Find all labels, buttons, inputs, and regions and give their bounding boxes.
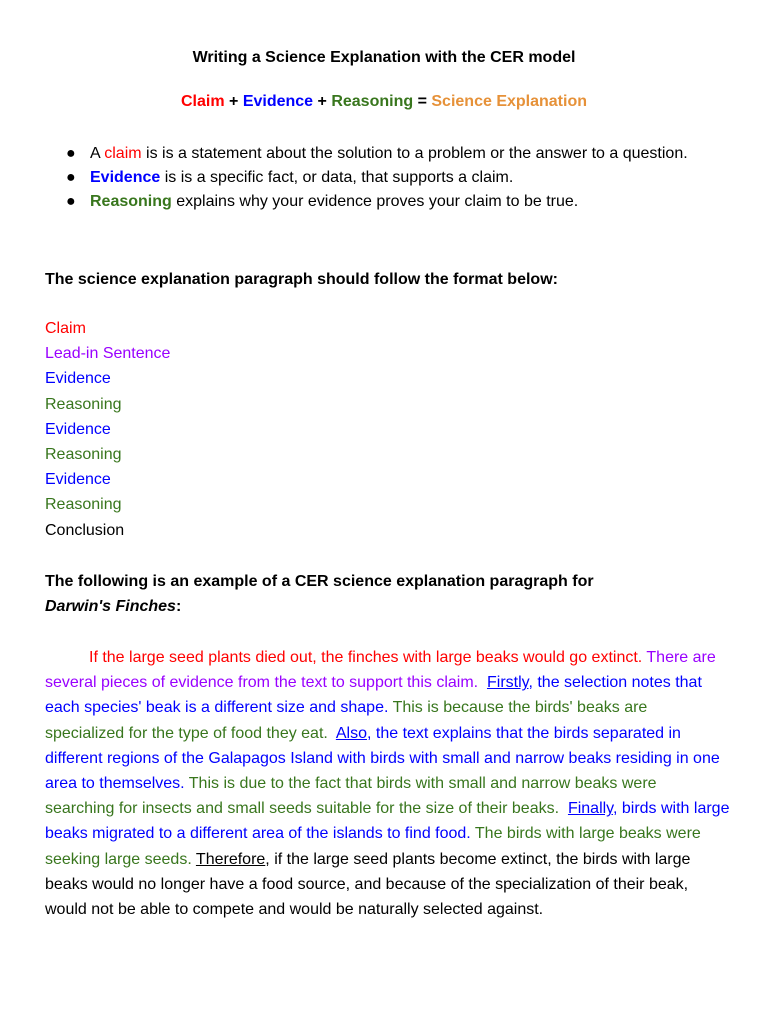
- format-item-lead-in: Lead-in Sentence: [45, 345, 171, 363]
- example-heading-title: Darwin's Finches: [45, 598, 176, 615]
- paragraph-reasoning-3: The birds with large beaks were seeking large seeds.: [45, 825, 701, 868]
- format-item-evidence: Evidence: [45, 420, 111, 438]
- format-item-evidence: Evidence: [45, 471, 111, 489]
- example-heading-text: The following is an example of a CER science explanation paragraph for: [45, 573, 594, 590]
- format-item-reasoning: Reasoning: [45, 496, 122, 514]
- format-item-reasoning: Reasoning: [45, 395, 122, 413]
- definition-term-claim: claim: [104, 145, 142, 162]
- definition-text: is is a specific fact, or data, that supports a claim.: [160, 169, 514, 186]
- bullet-icon: ●: [66, 145, 76, 162]
- format-item-reasoning: Reasoning: [45, 446, 122, 464]
- paragraph-claim: If the large seed plants died out, the finches with large beaks would go extinct.: [89, 649, 643, 666]
- example-paragraph: [45, 645, 730, 922]
- bullet-icon: ●: [66, 193, 76, 210]
- transition-also: Also: [335, 724, 367, 742]
- format-item-claim: Claim: [45, 320, 86, 337]
- conclusion-text: , if the large seed plants become extinct, the birds with large beaks would no longer have a food source, and because of the specialization of their beak, would not be able to compete and would be naturally selected against.: [45, 850, 691, 919]
- definition-reasoning: [66, 190, 706, 214]
- formula-evidence: Evidence: [242, 93, 314, 110]
- definition-claim: [66, 142, 706, 166]
- definition-term-reasoning: Reasoning: [90, 193, 172, 210]
- page-title: Writing a Science Explanation with the CER model: [192, 49, 576, 66]
- format-heading: The science explanation paragraph should follow the format below:: [45, 271, 558, 288]
- example-heading-colon: :: [175, 598, 182, 615]
- formula-plus: +: [229, 93, 239, 110]
- formula-plus: +: [317, 93, 327, 110]
- formula-equals: =: [417, 93, 427, 110]
- definition-text: is is a statement about the solution to a problem or the answer to a question.: [141, 145, 688, 162]
- formula-claim: Claim: [180, 93, 225, 110]
- format-item-evidence: Evidence: [45, 370, 111, 388]
- definition-text: explains why your evidence proves your claim to be true.: [171, 193, 579, 210]
- bullet-icon: ●: [66, 169, 76, 186]
- definition-prefix: A: [90, 145, 105, 162]
- paragraph-reasoning-1: This is because the birds' beaks are specialized for the type of food they eat.: [45, 699, 648, 742]
- definition-list: [66, 142, 706, 214]
- transition-firstly: Firstly: [486, 674, 529, 692]
- format-item-conclusion: Conclusion: [45, 521, 125, 539]
- evidence-text: , birds with large beaks migrated to a different area of the islands to find food.: [45, 800, 730, 843]
- evidence-text: , the selection notes that each species' beak is a different size and shape.: [45, 674, 702, 717]
- transition-therefore: Therefore: [195, 850, 266, 868]
- definition-term-evidence: Evidence: [90, 169, 161, 186]
- cer-formula: [0, 92, 768, 112]
- paragraph-reasoning-2: This is due to the fact that birds with small and narrow beaks were searching for insects and small seeds suitable for the size of their beaks.: [45, 775, 657, 818]
- definition-evidence: [66, 166, 706, 190]
- paragraph-lead-in: There are several pieces of evidence from the text to support this claim.: [45, 649, 716, 692]
- evidence-text: , the text explains that the birds separated in different regions of the Galapagos Island with birds with small and narrow beaks residing in one area to themselves.: [45, 724, 720, 793]
- formula-explanation: Explanation: [496, 93, 587, 110]
- example-heading: [45, 569, 735, 619]
- formula-science: Science: [431, 93, 492, 110]
- formula-reasoning: Reasoning: [331, 93, 414, 110]
- format-list: [45, 316, 170, 543]
- transition-finally: Finally: [567, 800, 613, 818]
